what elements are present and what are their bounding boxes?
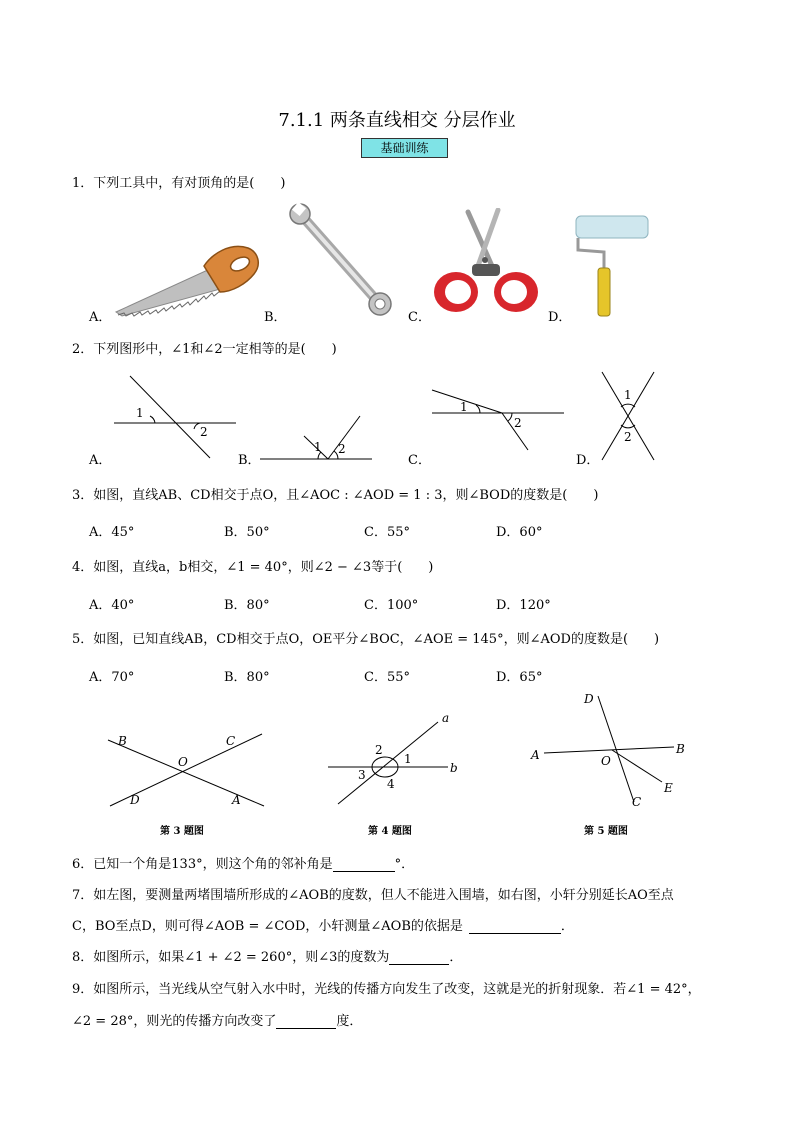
angle-2-label: 2 bbox=[514, 416, 522, 430]
q2-figure-b bbox=[256, 408, 376, 464]
line-b-label: b bbox=[450, 761, 458, 775]
q2-option-d: D． bbox=[576, 453, 600, 468]
paint-roller-icon bbox=[570, 212, 654, 318]
question-9-line-2 bbox=[72, 1010, 362, 1029]
q4-option-c: C．100° bbox=[364, 598, 419, 613]
question-7-line-1: 7．如左图，要测量两堵围墙所形成的∠AOB的度数，但人不能进入围墙，如右图，小轩分别延长AO至点 bbox=[72, 888, 674, 903]
q1-option-d: D． bbox=[548, 310, 572, 325]
angle-4-label: 4 bbox=[387, 777, 395, 791]
q5-option-d: D．65° bbox=[496, 670, 543, 685]
question-7-line-2 bbox=[72, 915, 574, 934]
q3-option-c: C．55° bbox=[364, 525, 410, 540]
figure-4-caption: 第 4 题图 bbox=[368, 826, 412, 837]
q2-figure-a bbox=[110, 372, 240, 462]
scissors-icon bbox=[432, 208, 540, 318]
angle-2-label: 2 bbox=[338, 442, 346, 456]
point-d-label: D bbox=[130, 793, 140, 807]
q7-suffix: ． bbox=[560, 919, 574, 934]
question-6 bbox=[72, 853, 414, 872]
q4-option-d: D．120° bbox=[496, 598, 551, 613]
angle-1-label: 1 bbox=[404, 752, 412, 766]
figure-3 bbox=[104, 728, 272, 812]
angle-1-label: 1 bbox=[314, 440, 322, 454]
q2-option-c: C． bbox=[408, 453, 431, 468]
point-a-label: A bbox=[531, 748, 540, 762]
point-b-label: B bbox=[676, 742, 685, 756]
q5-option-a: A．70° bbox=[89, 670, 135, 685]
q7-answer-blank[interactable] bbox=[469, 921, 561, 934]
wrench-icon bbox=[288, 202, 392, 318]
saw-icon bbox=[112, 236, 262, 318]
figure-4 bbox=[326, 712, 466, 808]
q9-suffix: 度． bbox=[336, 1014, 363, 1029]
q6-suffix: °． bbox=[394, 857, 415, 872]
q8-suffix: ． bbox=[449, 950, 463, 965]
point-a-label: A bbox=[232, 793, 241, 807]
q5-option-b: B．80° bbox=[224, 670, 270, 685]
point-c-label: C bbox=[226, 734, 236, 748]
q8-answer-blank[interactable] bbox=[389, 952, 449, 965]
q1-option-b: B． bbox=[264, 310, 287, 325]
q3-option-b: B．50° bbox=[224, 525, 270, 540]
q8-text: 8．如图所示，如果∠1 + ∠2 = 260°，则∠3的度数为 bbox=[72, 950, 390, 965]
q2-option-a: A． bbox=[89, 453, 112, 468]
q2-figure-d bbox=[596, 368, 660, 464]
question-9-line-1: 9．如图所示，当光线从空气射入水中时，光线的传播方向发生了改变，这就是光的折射现象．若∠1 = 42°， bbox=[72, 982, 701, 997]
q5-option-c: C．55° bbox=[364, 670, 410, 685]
question-8 bbox=[72, 946, 462, 965]
figure-5 bbox=[528, 690, 692, 810]
section-badge: 基础训练 bbox=[361, 138, 448, 158]
point-c-label: C bbox=[632, 795, 642, 809]
point-b-label: B bbox=[118, 734, 127, 748]
q9-text: ∠2 = 28°，则光的传播方向改变了 bbox=[72, 1014, 277, 1029]
point-o-label: O bbox=[178, 755, 188, 769]
angle-2-label: 2 bbox=[375, 743, 383, 757]
question-1-stem: 1．下列工具中，有对顶角的是( ) bbox=[72, 176, 286, 191]
q6-answer-blank[interactable] bbox=[333, 859, 395, 872]
question-4-stem: 4．如图，直线a，b相交，∠1 = 40°，则∠2 − ∠3等于( ) bbox=[72, 560, 434, 575]
q3-option-a: A．45° bbox=[89, 525, 135, 540]
angle-1-label: 1 bbox=[624, 388, 632, 402]
q3-option-d: D．60° bbox=[496, 525, 543, 540]
q9-answer-blank[interactable] bbox=[276, 1016, 336, 1029]
point-o-label: O bbox=[601, 754, 611, 768]
angle-1-label: 1 bbox=[136, 406, 144, 420]
q4-option-a: A．40° bbox=[89, 598, 135, 613]
q6-text: 6．已知一个角是133°，则这个角的邻补角是 bbox=[72, 857, 333, 872]
question-2-stem: 2．下列图形中，∠1和∠2一定相等的是( ) bbox=[72, 342, 337, 357]
angle-3-label: 3 bbox=[358, 768, 366, 782]
figure-5-caption: 第 5 题图 bbox=[584, 826, 628, 837]
page-title: 7.1.1 两条直线相交 分层作业 bbox=[278, 110, 516, 131]
point-e-label: E bbox=[664, 781, 673, 795]
q1-option-a: A． bbox=[89, 310, 112, 325]
angle-1-label: 1 bbox=[460, 400, 468, 414]
q7-text: C，BO至点D，则可得∠AOB = ∠COD，小轩测量∠AOB的依据是 bbox=[72, 919, 463, 934]
line-a-label: a bbox=[442, 712, 450, 725]
figure-3-caption: 第 3 题图 bbox=[160, 826, 204, 837]
q2-option-b: B． bbox=[238, 453, 261, 468]
question-5-stem: 5．如图，已知直线AB，CD相交于点O，OE平分∠BOC，∠AOE = 145°，则∠AOD的度数是( ) bbox=[72, 632, 660, 647]
question-3-stem: 3．如图，直线AB、CD相交于点O，且∠AOC : ∠AOD = 1 : 3，则∠BOD的度数是( ) bbox=[72, 488, 599, 503]
q1-option-c: C． bbox=[408, 310, 431, 325]
q2-figure-c bbox=[428, 386, 568, 456]
angle-2-label: 2 bbox=[624, 430, 632, 444]
q4-option-b: B．80° bbox=[224, 598, 270, 613]
point-d-label: D bbox=[584, 692, 594, 706]
angle-2-label: 2 bbox=[200, 425, 208, 439]
